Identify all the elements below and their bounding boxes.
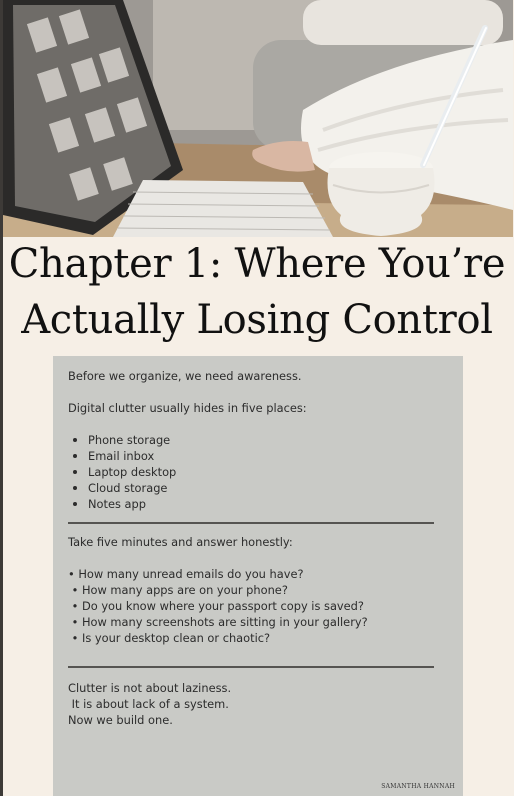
- list-item: Cloud storage: [68, 480, 176, 496]
- list-item: Notes app: [68, 496, 176, 512]
- hero-photo: [3, 0, 513, 237]
- closing-line: Clutter is not about laziness.: [68, 681, 232, 695]
- intro-text: Before we organize, we need awareness.: [68, 369, 302, 383]
- list-item: Email inbox: [68, 448, 176, 464]
- list-item: Phone storage: [68, 432, 176, 448]
- closing-line: It is about lack of a system.: [68, 697, 229, 711]
- chapter-title-line-2: Actually Losing Control: [21, 297, 493, 343]
- questions-list: [68, 566, 368, 646]
- prompt-text: Take five minutes and answer honestly:: [68, 535, 293, 549]
- question-item: • How many unread emails do you have?: [68, 567, 304, 581]
- places-heading: Digital clutter usually hides in five places:: [68, 401, 307, 415]
- section-divider: [68, 666, 434, 668]
- chapter-title: [0, 236, 514, 348]
- question-item: • Is your desktop clean or chaotic?: [68, 631, 271, 645]
- closing-text: [68, 680, 231, 728]
- question-item: • Do you know where your passport copy is saved?: [68, 599, 364, 613]
- list-item: Laptop desktop: [68, 464, 176, 480]
- author-signature: SAMANTHA HANNAH: [381, 783, 455, 790]
- content-card: [53, 356, 463, 796]
- chapter-title-line-1: Chapter 1: Where You’re: [8, 241, 506, 287]
- section-divider: [68, 522, 434, 524]
- closing-line: Now we build one.: [68, 713, 173, 727]
- question-item: • How many apps are on your phone?: [68, 583, 288, 597]
- question-item: • How many screenshots are sitting in your gallery?: [68, 615, 368, 629]
- places-list: [68, 432, 176, 512]
- hero-photo-illustration: [3, 0, 513, 237]
